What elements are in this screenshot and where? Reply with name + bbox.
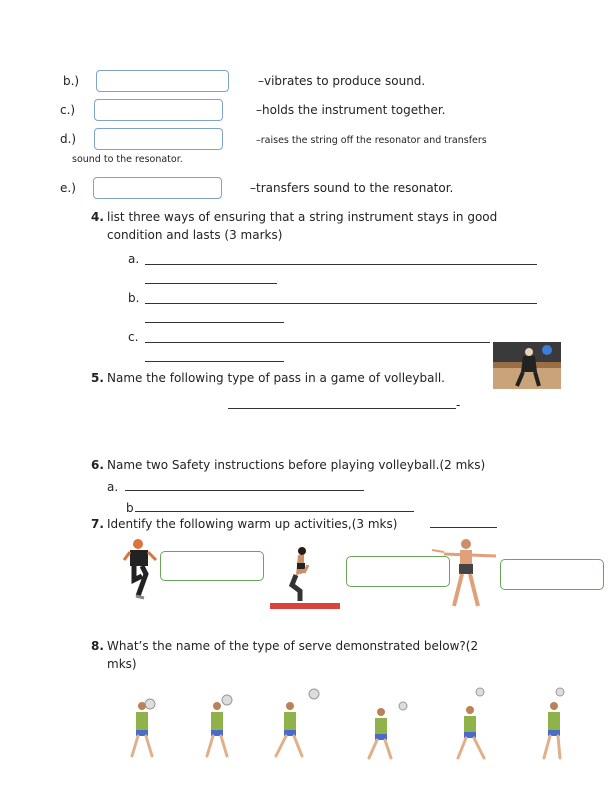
q4-text-line2: condition and lasts (3 marks) <box>107 228 283 242</box>
q4-number: 4. <box>91 210 104 224</box>
q6-number: 6. <box>91 458 104 472</box>
q4-c-answer-line-2[interactable] <box>145 361 284 362</box>
q3-d-answer-box[interactable] <box>94 128 223 150</box>
q4-option-a: a. <box>128 252 140 266</box>
q8-text-line1: What’s the name of the type of serve demonstrated below?(2 <box>107 639 479 653</box>
q3-e-answer-box[interactable] <box>93 177 222 199</box>
q4-a-answer-line-2[interactable] <box>145 283 277 284</box>
squat-image <box>270 545 342 609</box>
volleyball-pass-image <box>493 342 561 389</box>
q3-d-desc: –raises the string off the resonator and transfers <box>256 135 487 146</box>
q3-b-desc: –vibrates to produce sound. <box>258 74 426 88</box>
q5-dash: - <box>456 398 461 412</box>
q8-number: 8. <box>91 639 104 653</box>
arm-swing-image <box>430 538 502 612</box>
q4-option-c: c. <box>128 330 139 344</box>
q3-c-desc: –holds the instrument together. <box>256 103 446 117</box>
q3-d-desc-cont: sound to the resonator. <box>72 154 183 165</box>
q3-b-label: b.) <box>63 74 80 88</box>
q6-option-b: b <box>126 501 134 515</box>
q3-b-answer-box[interactable] <box>96 70 229 92</box>
q4-a-answer-line[interactable] <box>145 264 537 265</box>
q5-number: 5. <box>91 371 104 385</box>
q3-c-answer-box[interactable] <box>94 99 223 121</box>
q4-option-b: b. <box>128 291 140 305</box>
q4-b-answer-line-2[interactable] <box>145 322 284 323</box>
q7-text: Identify the following warm up activities,(3 mks) <box>107 517 398 531</box>
high-knee-image <box>122 538 160 602</box>
q3-d-label: d.) <box>60 132 77 146</box>
q7-answer-line[interactable] <box>430 527 497 528</box>
q5-answer-line[interactable] <box>228 408 456 409</box>
q4-text-line1: list three ways of ensuring that a string instrument stays in good <box>107 210 498 224</box>
q7-number: 7. <box>91 517 104 531</box>
q7-answer-box-1[interactable] <box>160 551 264 581</box>
q6-option-a: a. <box>107 480 119 494</box>
q5-text: Name the following type of pass in a game of volleyball. <box>107 371 445 385</box>
q6-a-answer-line[interactable] <box>125 490 364 491</box>
q3-e-label: e.) <box>60 181 76 195</box>
q4-b-answer-line[interactable] <box>145 303 537 304</box>
q8-text-line2: mks) <box>107 657 137 671</box>
q6-text: Name two Safety instructions before playing volleyball.(2 mks) <box>107 458 486 472</box>
q6-b-answer-line[interactable] <box>135 511 414 512</box>
q4-c-answer-line[interactable] <box>145 342 490 343</box>
q3-e-desc: –transfers sound to the resonator. <box>250 181 454 195</box>
q7-answer-box-3[interactable] <box>500 559 604 590</box>
q3-c-label: c.) <box>60 103 76 117</box>
serve-sequence-image <box>120 684 580 764</box>
